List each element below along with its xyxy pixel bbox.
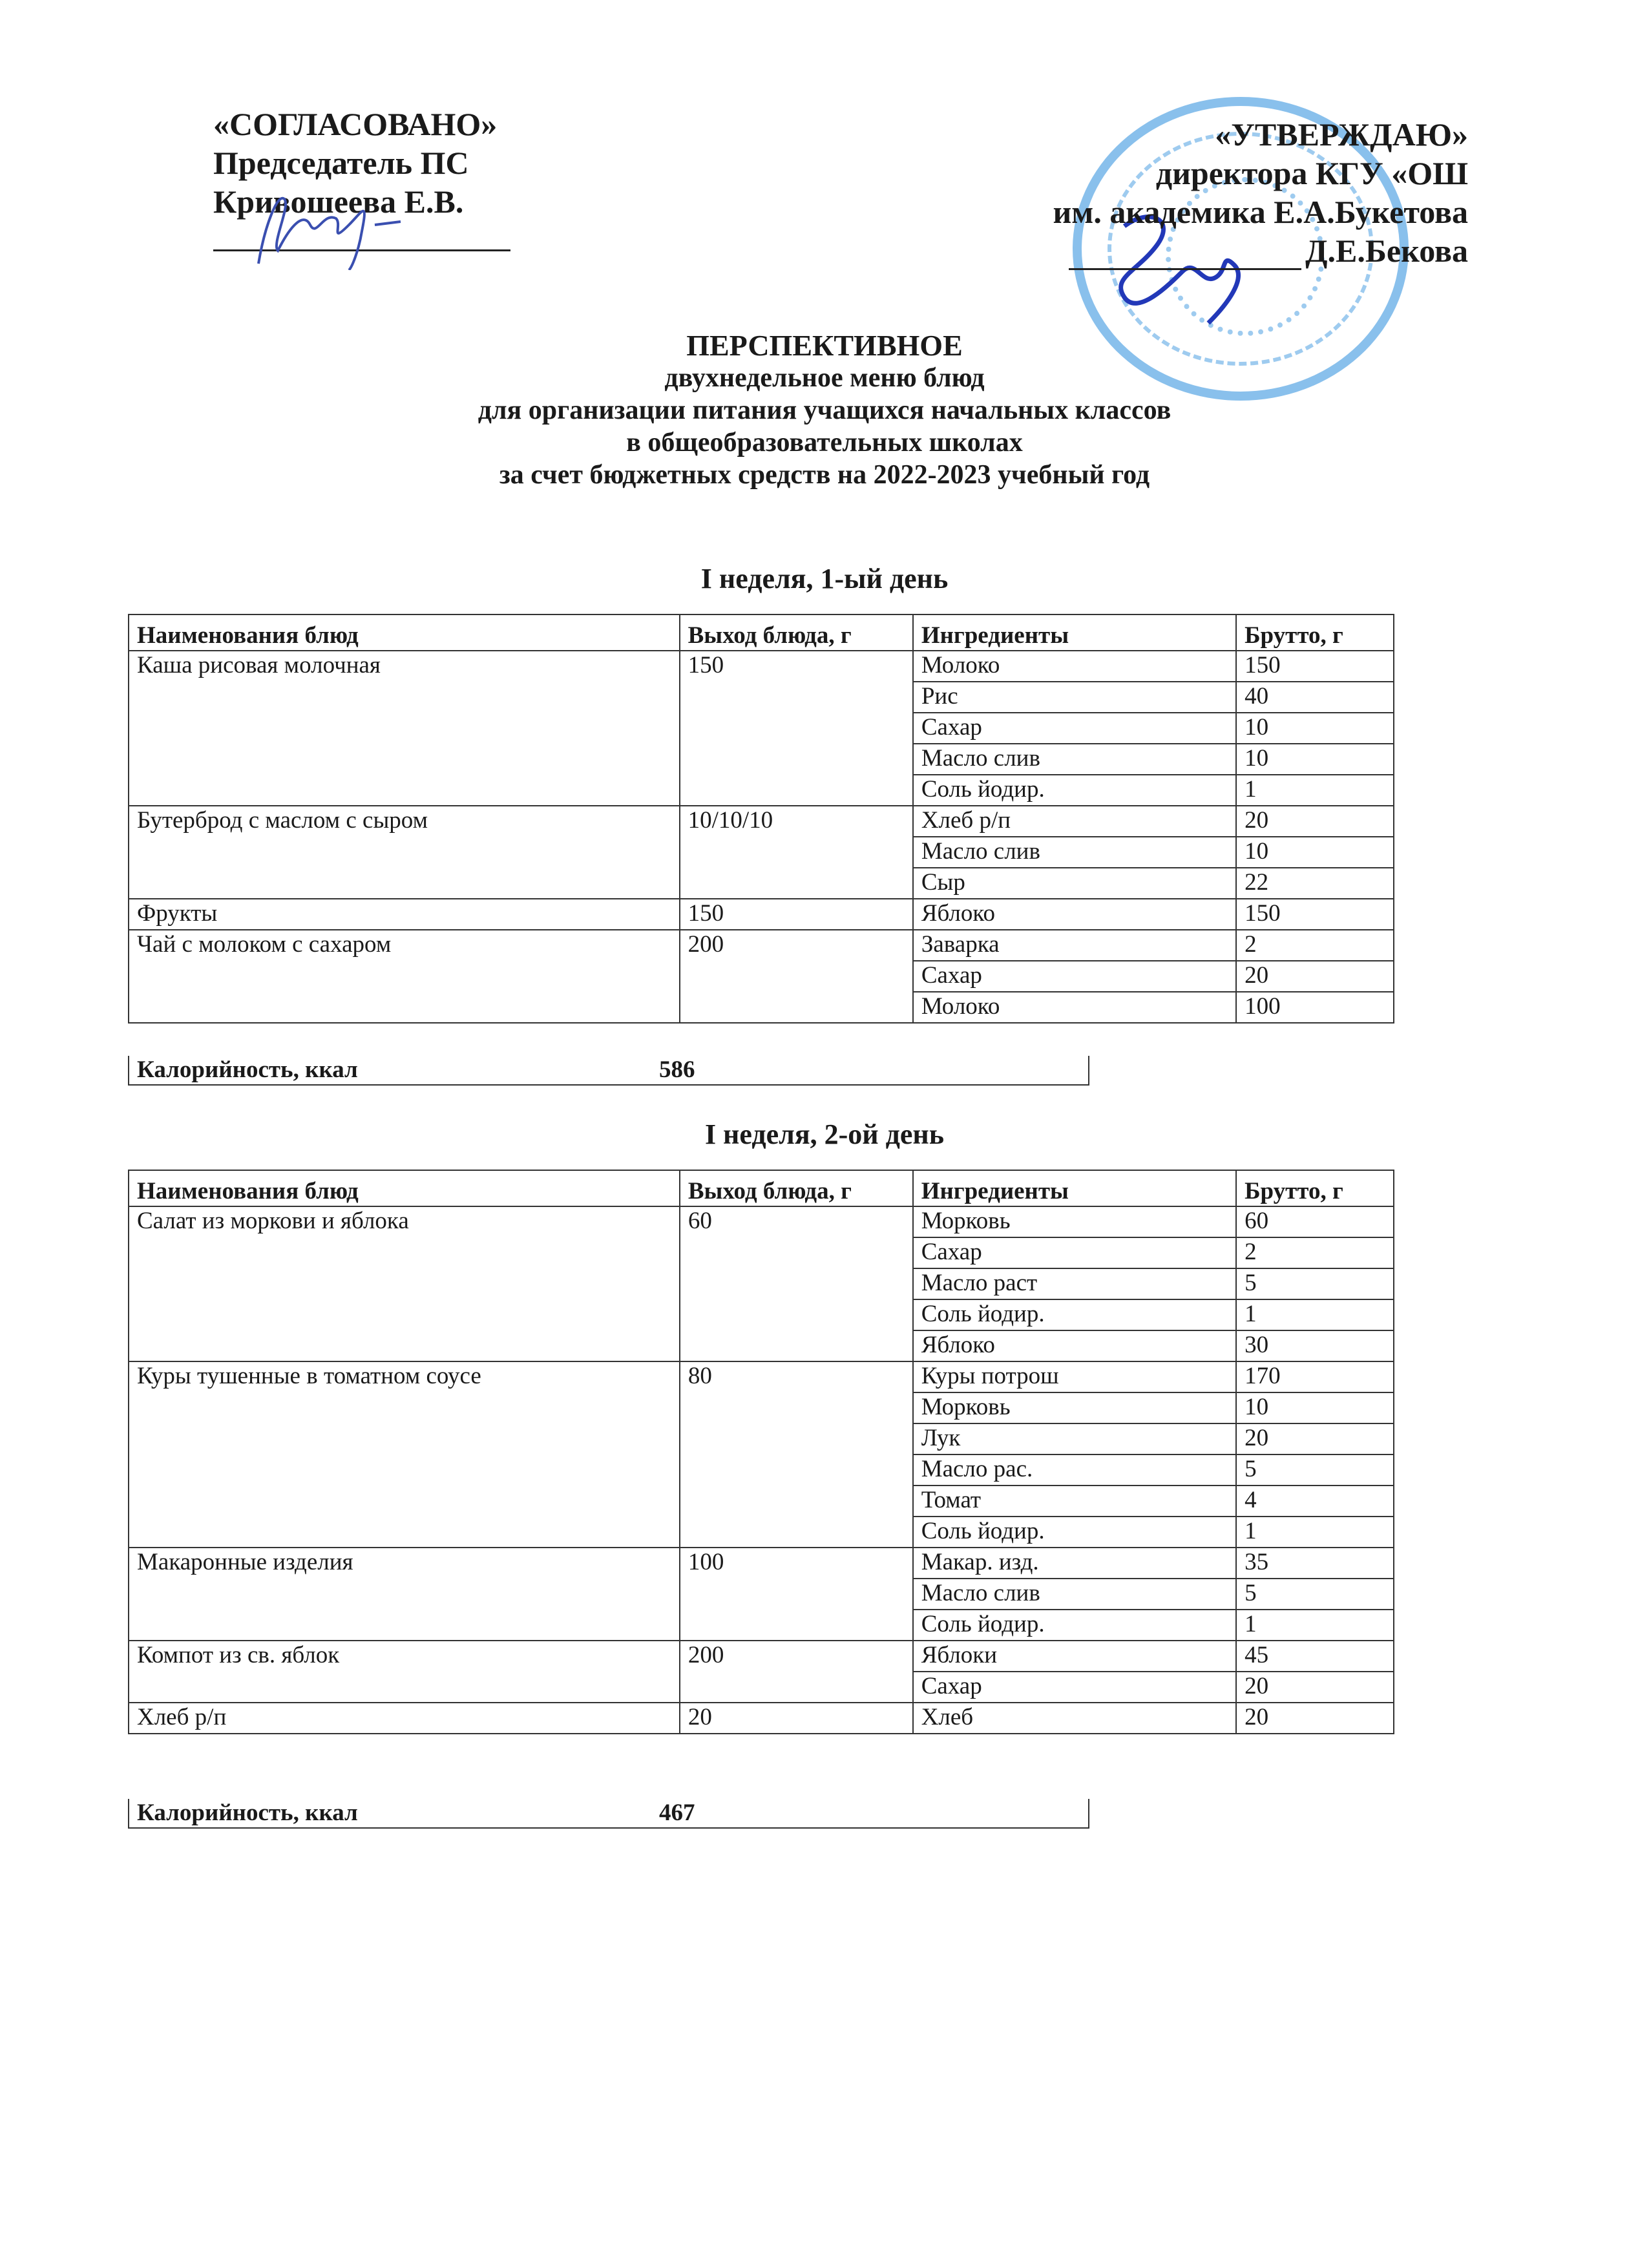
ingredient-name-cell: Заварка [913,930,1236,961]
dish-yield-cell: 200 [680,1641,913,1703]
table-row [129,1548,1394,1579]
calories-value: 467 [659,1800,695,1826]
ingredient-name-cell: Молоко [913,651,1236,682]
ingredient-gross-cell: 20 [1236,961,1394,992]
dish-yield-cell: 150 [680,899,913,930]
header-ingredients: Ингредиенты [913,1170,1236,1206]
approved-position: директора КГУ «ОШ [1155,155,1468,191]
agreed-name: Кривошеева Е.В. [213,184,464,220]
title-line-2: двухнедельное меню блюд [664,363,985,393]
header-yield: Выход блюда, г [680,1170,913,1206]
calories-row-day-1 [128,1056,1089,1086]
ingredient-gross-cell: 5 [1236,1268,1394,1299]
table-row [129,651,1394,682]
ingredient-gross-cell: 2 [1236,1237,1394,1268]
header-gross: Брутто, г [1236,614,1394,651]
ingredient-name-cell: Лук [913,1423,1236,1454]
ingredient-gross-cell: 1 [1236,1517,1394,1548]
dish-yield-cell: 10/10/10 [680,806,913,899]
dish-name-cell: Каша рисовая молочная [129,651,680,806]
dish-name-cell: Бутерброд с маслом с сыром [129,806,680,899]
header-ingredients: Ингредиенты [913,614,1236,651]
ingredient-gross-cell: 100 [1236,992,1394,1023]
approval-approved-block [1053,115,1468,270]
approved-organization: им. академика Е.А.Букетова [1053,194,1468,230]
ingredient-gross-cell: 22 [1236,868,1394,899]
ingredient-gross-cell: 45 [1236,1641,1394,1672]
dish-name-cell: Салат из моркови и яблока [129,1206,680,1361]
ingredient-gross-cell: 20 [1236,806,1394,837]
ingredient-name-cell: Сахар [913,713,1236,744]
approved-name: Д.Е.Бекова [1305,233,1468,269]
dish-name-cell: Чай с молоком с сахаром [129,930,680,1023]
title-line-4: в общеобразовательных школах [626,428,1023,457]
ingredient-name-cell: Масло слив [913,744,1236,775]
ingredient-name-cell: Соль йодир. [913,1517,1236,1548]
calories-value: 586 [659,1056,695,1083]
ingredient-name-cell: Морковь [913,1206,1236,1237]
table-header-row [129,614,1394,651]
document-title [0,330,1649,491]
ingredient-name-cell: Масло слив [913,1579,1236,1610]
approved-heading: «УТВЕРЖДАЮ» [1215,116,1468,152]
ingredient-gross-cell: 1 [1236,775,1394,806]
ingredient-gross-cell: 1 [1236,1299,1394,1330]
ingredient-name-cell: Томат [913,1486,1236,1517]
ingredient-gross-cell: 2 [1236,930,1394,961]
title-line-1: ПЕРСПЕКТИВНОЕ [686,329,963,362]
ingredient-gross-cell: 10 [1236,744,1394,775]
ingredient-name-cell: Масло слив [913,837,1236,868]
ingredient-name-cell: Яблоко [913,899,1236,930]
ingredient-name-cell: Куры потрош [913,1361,1236,1392]
header-dish: Наименования блюд [129,1170,680,1206]
dish-yield-cell: 100 [680,1548,913,1641]
table-row [129,806,1394,837]
ingredient-gross-cell: 170 [1236,1361,1394,1392]
dish-yield-cell: 150 [680,651,913,806]
ingredient-name-cell: Яблоко [913,1330,1236,1361]
dish-yield-cell: 20 [680,1703,913,1734]
header-dish: Наименования блюд [129,614,680,651]
table-row [129,930,1394,961]
ingredient-name-cell: Сахар [913,961,1236,992]
title-line-5: за счет бюджетных средств на 2022-2023 учебный год [499,460,1150,490]
ingredient-gross-cell: 1 [1236,1610,1394,1641]
ingredient-name-cell: Масло рас. [913,1454,1236,1486]
ingredient-name-cell: Сыр [913,868,1236,899]
ingredient-gross-cell: 60 [1236,1206,1394,1237]
table-row [129,1206,1394,1237]
table-row [129,899,1394,930]
table-row [129,1361,1394,1392]
ingredient-gross-cell: 10 [1236,837,1394,868]
ingredient-name-cell: Сахар [913,1237,1236,1268]
signature-icon [239,186,407,270]
ingredient-name-cell: Соль йодир. [913,1299,1236,1330]
dish-yield-cell: 80 [680,1361,913,1548]
ingredient-gross-cell: 4 [1236,1486,1394,1517]
ingredient-gross-cell: 20 [1236,1423,1394,1454]
ingredient-gross-cell: 10 [1236,1392,1394,1423]
ingredient-gross-cell: 20 [1236,1703,1394,1734]
agreed-position: Председатель ПС [213,145,469,181]
ingredient-name-cell: Масло раст [913,1268,1236,1299]
ingredient-gross-cell: 35 [1236,1548,1394,1579]
ingredient-gross-cell: 20 [1236,1672,1394,1703]
dish-name-cell: Макаронные изделия [129,1548,680,1641]
ingredient-name-cell: Макар. изд. [913,1548,1236,1579]
approval-agreed-block [213,105,510,251]
ingredient-name-cell: Сахар [913,1672,1236,1703]
ingredient-name-cell: Молоко [913,992,1236,1023]
day-2-heading: I неделя, 2-ой день [704,1118,945,1150]
ingredient-name-cell: Яблоки [913,1641,1236,1672]
signature-line-right [1069,236,1301,270]
dish-name-cell: Компот из св. яблок [129,1641,680,1703]
table-header-row [129,1170,1394,1206]
header-gross: Брутто, г [1236,1170,1394,1206]
ingredient-gross-cell: 5 [1236,1579,1394,1610]
agreed-heading: «СОГЛАСОВАНО» [213,106,498,142]
title-line-3: для организации питания учащихся начальных классов [478,395,1171,425]
dish-name-cell: Куры тушенные в томатном соусе [129,1361,680,1548]
dish-name-cell: Хлеб р/п [129,1703,680,1734]
ingredient-gross-cell: 150 [1236,899,1394,930]
calories-label: Калорийность, ккал [137,1056,358,1083]
menu-table-day-1 [128,614,1394,1024]
dish-yield-cell: 60 [680,1206,913,1361]
table-row [129,1641,1394,1672]
calories-label: Калорийность, ккал [137,1800,358,1826]
menu-table-day-2 [128,1170,1394,1734]
ingredient-name-cell: Соль йодир. [913,775,1236,806]
ingredient-gross-cell: 40 [1236,682,1394,713]
table-row [129,1703,1394,1734]
ingredient-name-cell: Хлеб [913,1703,1236,1734]
day-1-heading: I неделя, 1-ый день [700,563,949,594]
signature-line-left [213,221,510,251]
ingredient-name-cell: Рис [913,682,1236,713]
dish-yield-cell: 200 [680,930,913,1023]
ingredient-name-cell: Хлеб р/п [913,806,1236,837]
ingredient-gross-cell: 5 [1236,1454,1394,1486]
ingredient-gross-cell: 30 [1236,1330,1394,1361]
ingredient-gross-cell: 150 [1236,651,1394,682]
header-yield: Выход блюда, г [680,614,913,651]
ingredient-gross-cell: 10 [1236,713,1394,744]
calories-row-day-2 [128,1799,1089,1829]
ingredient-name-cell: Соль йодир. [913,1610,1236,1641]
ingredient-name-cell: Морковь [913,1392,1236,1423]
dish-name-cell: Фрукты [129,899,680,930]
